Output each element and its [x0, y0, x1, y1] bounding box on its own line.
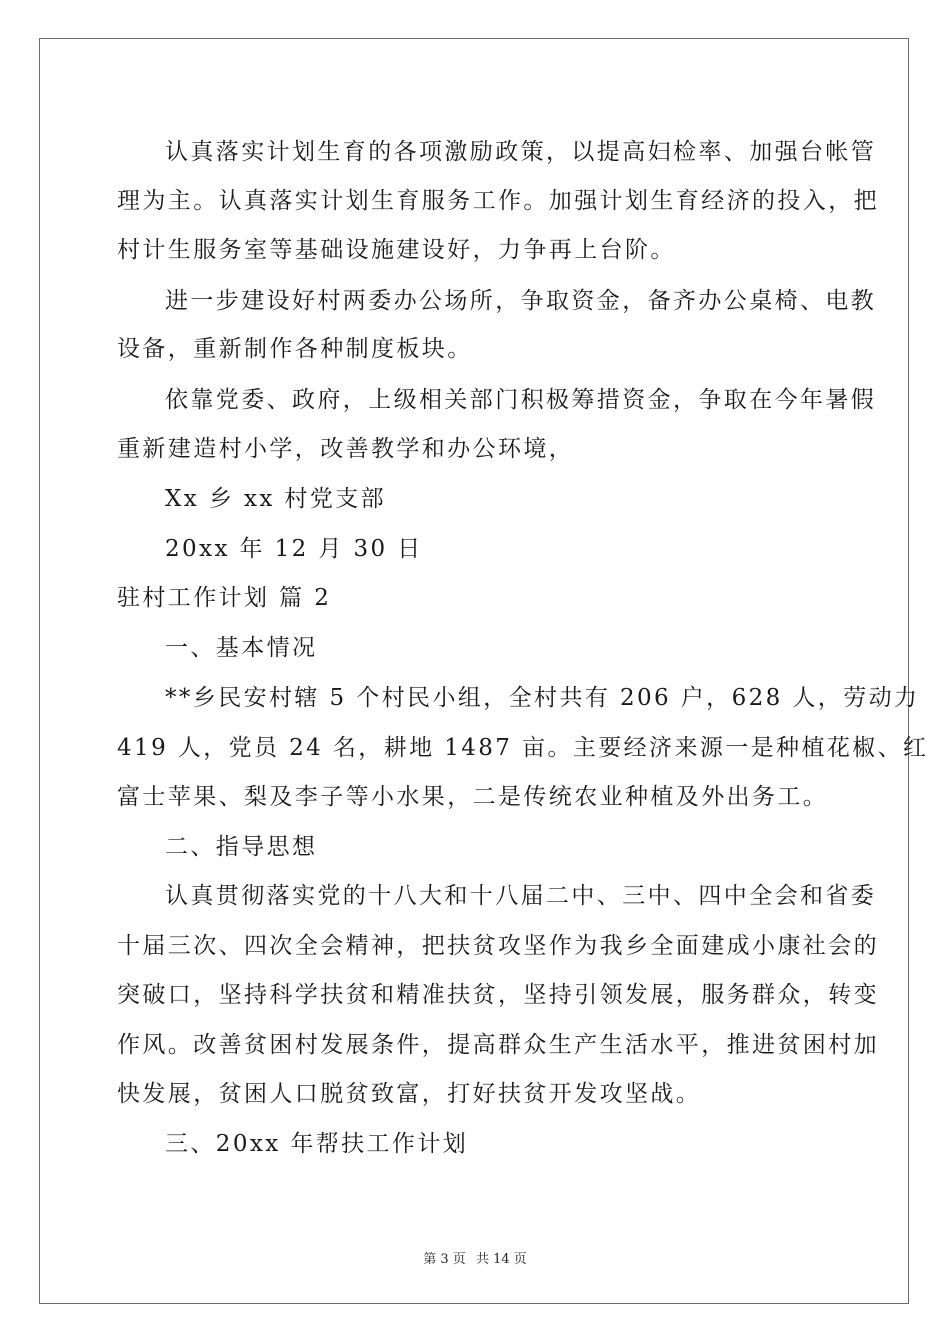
page-footer: [0, 1248, 950, 1267]
paragraph-line: 认真贯彻落实党的十八大和十八届二中、三中、四中全会和省委: [165, 883, 877, 909]
signature-line: Xx 乡 xx 村党支部: [165, 486, 387, 512]
paragraph-line: 作风。改善贫困村发展条件，提高群众生产生活水平，推进贫困村加: [117, 1032, 879, 1058]
paragraph-line: 419 人，党员 24 名，耕地 1487 亩。主要经济来源一是种植花椒、红: [117, 735, 929, 761]
paragraph-line: 村计生服务室等基础设施建设好，力争再上台阶。: [117, 237, 676, 263]
paragraph-line: 依靠党委、政府，上级相关部门积极筹措资金，争取在今年暑假: [165, 387, 877, 413]
page-total: 共 14 页: [475, 1252, 527, 1267]
section-title: 驻村工作计划 篇 2: [117, 585, 332, 611]
heading-guiding-thought: 二、指导思想: [165, 834, 318, 860]
paragraph-line: 富士苹果、梨及李子等小水果，二是传统农业种植及外出务工。: [117, 784, 829, 810]
page-number: 第 3 页: [423, 1252, 466, 1267]
paragraph-line: 快发展，贫困人口脱贫致富，打好扶贫开发攻坚战。: [117, 1081, 702, 1107]
paragraph-line: 设备，重新制作各种制度板块。: [117, 336, 473, 362]
date-line: 20xx 年 12 月 30 日: [165, 536, 423, 562]
paragraph-line: **乡民安村辖 5 个村民小组，全村共有 206 户，628 人，劳动力: [165, 685, 920, 711]
paragraph-line: 进一步建设好村两委办公场所，争取资金，备齐办公桌椅、电教: [165, 288, 877, 314]
paragraph-line: 突破口，坚持科学扶贫和精准扶贫，坚持引领发展，服务群众，转变: [117, 982, 879, 1008]
paragraph-line: 重新建造村小学，改善教学和办公环境，: [117, 436, 575, 462]
paragraph-line: 认真落实计划生育的各项激励政策，以提高妇检率、加强台帐管: [165, 139, 877, 165]
page-border: [39, 38, 909, 1304]
heading-basic-info: 一、基本情况: [165, 635, 318, 661]
heading-work-plan: 三、20xx 年帮扶工作计划: [165, 1131, 469, 1157]
paragraph-line: 十届三次、四次全会精神，把扶贫攻坚作为我乡全面建成小康社会的: [117, 933, 879, 959]
paragraph-line: 理为主。认真落实计划生育服务工作。加强计划生育经济的投入，把: [117, 188, 879, 214]
